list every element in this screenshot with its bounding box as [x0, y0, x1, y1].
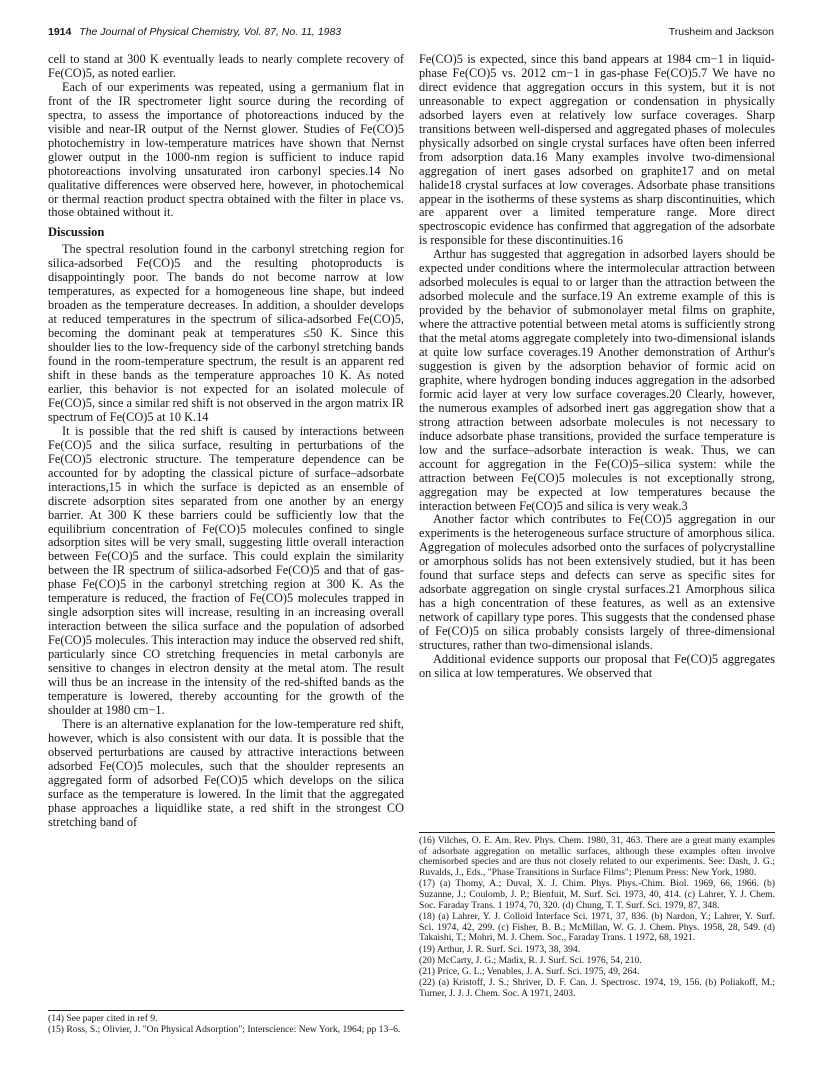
page-number: 1914: [48, 26, 72, 38]
paragraph: The spectral resolution found in the carbonyl stretching region for silica-adsorbed Fe(CO)5 and the resulting photoproducts is disappointingly poor. The bands do not become narrow at low temperatures, as expected for a homogeneous line shape, but indeed broaden as the temperature decreases. In addition, a shoulder develops at reduced temperatures in the spectrum of silica-adsorbed Fe(CO)5, becoming the dominant peak at temperatures ≤50 K. Since this shoulder lies to the low-frequency side of the carbonyl stretching bands found in the room-temperature spectrum, the result is an apparent red shift in these bands as the temperature approaches 10 K. As noted earlier, this behavior is not expected for an isolated molecule of Fe(CO)5, since a similar red shift is not observed in the argon matrix IR spectrum of Fe(CO)5 at 10 K.14: [48, 242, 404, 424]
footnote-rule: [48, 1010, 404, 1011]
paragraph: Each of our experiments was repeated, using a germanium flat in front of the IR spectrometer light source during the recording of spectra, to assess the importance of photoreactions induced by the visible and near-IR output of the Nernst glower. Studies of Fe(CO)5 photochemistry in low-temperature matrices have shown that Nernst glower output in the 1000-nm region is sufficient to induce rapid photoreactions involving unsaturated iron carbonyl species.14 No qualitative differences were observed here, however, in photochemical or thermal reaction product spectra obtained with the filter in place vs. those obtained without it.: [48, 79, 404, 220]
paragraph: Arthur has suggested that aggregation in adsorbed layers should be expected under conditions where the intermolecular attraction between adsorbed molecules is equal to or larger than the attraction between the adsorbed molecule and the surface.19 An extreme example of this is provided by the behavior of submonolayer metal films on graphite, where the attractive potential between metal atoms is sufficiently strong that the metal atoms aggregate completely into two-dimensional islands at quite low surface coverages.19 Another demonstration of Arthur's suggestion is given by the adsorption behavior of formic acid on graphite, where hydrogen bonding induces aggregation in the adsorbed formic acid layer at very low surface coverages.20 Clearly, however, the numerous examples of adsorbed inert gas aggregation show that a strong attraction between adsorbate molecules is not necessary to induce adsorbate phase transitions, provided the surface temperature is low and the surface–adsorbate interaction is weak. Thus, we can account for aggregation in the Fe(CO)5–silica system: while the attraction between Fe(CO)5 molecules is not exceptionally strong, aggregation may be expected at low temperatures because the interaction between Fe(CO)5 and silica is very weak.3: [419, 247, 775, 513]
footnote: (21) Price, G. L.; Venables, J. A. Surf. Sci. 1975, 49, 264.: [419, 965, 640, 977]
running-header: [48, 24, 774, 40]
paragraph: Another factor which contributes to Fe(CO)5 aggregation in our experiments is the heterogeneous surface structure of amorphous silica. Aggregation of molecules adsorbed onto the surfaces of polycrystalline or amorphous solids has not been extensively studied, but it has been found that surface steps and defects can serve as specific sites for adsorbate aggregation on single crystal surfaces.21 Amorphous silica has a high concentration of these features, as well as an extensive network of capillary type pores. This suggests that the condensed phase of Fe(CO)5 on silica probably consists largely of three-dimensional structures, rather than two-dimensional islands.: [419, 512, 775, 653]
footnote: (20) McCarty, J. G.; Madix, R. J. Surf. Sci. 1976, 54, 210.: [419, 954, 642, 966]
paragraph: There is an alternative explanation for the low-temperature red shift, however, which is also consistent with our data. It is possible that the observed perturbations are caused by attractive interactions between adsorbed Fe(CO)5 molecules, such that the shoulder represents an aggregated form of adsorbed Fe(CO)5 which develops on the silica surface as the temperature is lowered. In the limit that the aggregated phase approaches a liquidlike state, a red shift in the strongest CO stretching band of: [48, 716, 404, 829]
paragraph: Additional evidence supports our proposal that Fe(CO)5 aggregates on silica at low temperatures. We observed that: [419, 651, 775, 680]
journal-citation: The Journal of Physical Chemistry, Vol. 87, No. 11, 1983: [79, 26, 342, 38]
footnote-rule: [419, 832, 775, 833]
footnote: (19) Arthur, J. R. Surf. Sci. 1973, 38, 394.: [419, 943, 581, 955]
right-column: [419, 53, 775, 681]
footnote: (22) (a) Kristoff, J. S.; Shriver, D. F. Can. J. Spectrosc. 1974, 19, 156. (b) Poliakoff, M.; Turner, J. J. J. Chem. Soc. A 1971, 2403.: [419, 977, 775, 999]
paragraph: It is possible that the red shift is caused by interactions between Fe(CO)5 and the silica surface, resulting in perturbations of the Fe(CO)5 electronic structure. The temperature dependence can be accounted for by adopting the classical picture of surface–adsorbate interactions,15 in which the surface is depicted as an ensemble of discrete adsorption sites separated from one another by an energy barrier. At 300 K these barriers could be sufficiently low that the equilibrium concentration of Fe(CO)5 molecules confined to single adsorption sites will be very small, suggesting little overall interaction between Fe(CO)5 and the surface. This could explain the similarity between the IR spectrum of siilica-adsorbed Fe(CO)5 and that of gas-phase Fe(CO)5 in the carbonyl stretching region at 300 K. As the temperature is reduced, the fraction of Fe(CO)5 molecules trapped in single adsorption sites will increase, resulting in an increasing overall interaction between the silica surface and the population of adsorbed Fe(CO)5 molecules. This interaction may induce the observed red shift, particularly since CO stretching frequencies in metal carbonyls are sensitive to changes in electron density at the metal atom. The result will thus be an increase in the intensity of the red-shifted bands as the temperature is lowered, thereby accounting for the growth of the shoulder at 1980 cm−1.: [48, 423, 404, 717]
section-heading: Discussion: [48, 225, 105, 240]
paragraph: cell to stand at 300 K eventually leads to nearly complete recovery of Fe(CO)5, as noted earlier.: [48, 52, 404, 80]
footnotes-right: [419, 836, 775, 1000]
paragraph: Fe(CO)5 is expected, since this band appears at 1984 cm−1 in liquid-phase Fe(CO)5 vs. 2012 cm−1 in gas-phase Fe(CO)5.7 We have no direct evidence that aggregation occurs in this system, but it is not unreasonable to expect aggregation or condensation in physically adsorbed layers even at relatively low surface coverages. Sharp transitions between well-dispersed and aggregated phases of molecules physically adsorbed on single crystal surfaces have often been inferred from adsorption data.16 Many examples involve two-dimensional aggregation of inert gases adsorbed on graphite17 and on metal halide18 crystal surfaces at low coverages. Adsorbate phase transitions appear in the isotherms of these systems as sharp discontinuities, which are apparent over a limited temperature range. More direct spectroscopic evidence has confirmed that aggregation of the adsorbate is responsible for these discontinuities.16: [419, 52, 775, 248]
footnote: (14) See paper cited in ref 9.: [48, 1013, 158, 1024]
footnote: (17) (a) Thomy, A.; Duval, X. J. Chim. Phys. Phys.-Chim. Biol. 1969, 66, 1966. (b) Suzanne, J.; Coulomb, J. P.; Bienfuit, M. Surf. Sci. 1973, 40, 414. (c) Lahrer, Y. J. Chem. Soc. Faraday Trans. 1 1974, 70, 320. (d) Chung, T. T. Surf. Sci. 1979, 87, 348.: [419, 878, 775, 911]
footnote: (18) (a) Lahrer, Y. J. Colloid Interface Sci. 1971, 37, 836. (b) Nardon, Y.; Lahrer, Y. Surf. Sci. 1974, 42, 299. (c) Fisher, B. B.; McMillan, W. G. J. Chem. Phys. 1958, 28, 549. (d) Takaishi, T.; Mohri, M. J. Chem. Soc., Faraday Trans. 1 1972, 68, 1921.: [419, 910, 775, 944]
author-names: Trusheim and Jackson: [668, 26, 774, 38]
left-column: [48, 53, 404, 829]
footnote: (15) Ross, S.; Olivier, J. "On Physical Adsorption"; Interscience: New York, 1964; pp 13–6.: [48, 1024, 401, 1036]
footnotes-left: [48, 1014, 404, 1036]
footnote: (16) Vilches, O. E. Am. Rev. Phys. Chem. 1980, 31, 463. There are a great many examples of adsorbate aggregation on metallic surfaces, although these examples often involve chemisorbed species and are thus not closely related to our experiments. See: Dash, J. G.; Ruvalds, J., Eds., "Phase Transitions in Surface Films"; Plenum Press: New York, 1980.: [419, 835, 775, 879]
